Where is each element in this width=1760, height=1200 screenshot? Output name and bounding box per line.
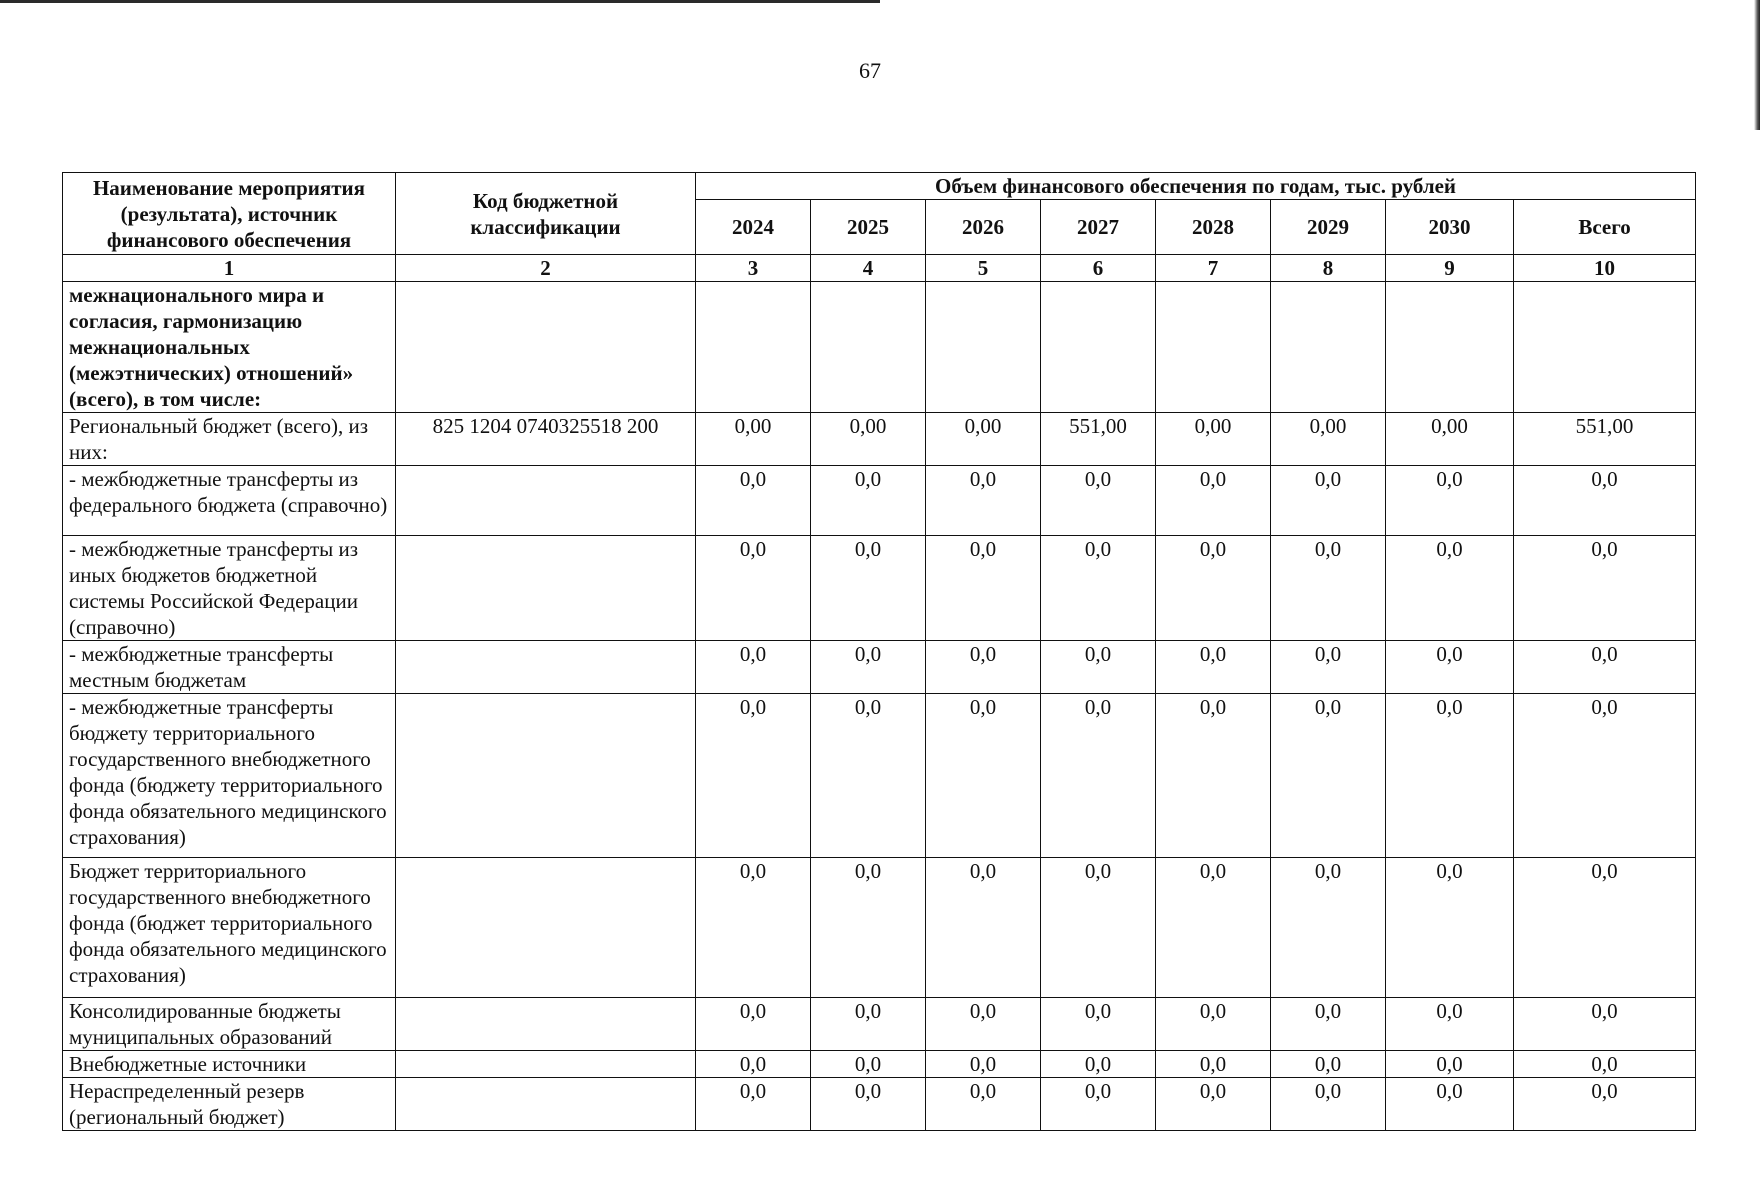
page-number: 67	[859, 58, 881, 83]
row-year-value: 0,0	[696, 536, 811, 641]
row-source-name: Консолидированные бюджеты муниципальных образований	[63, 998, 396, 1051]
row-budget-code	[396, 694, 696, 858]
table-row	[63, 282, 1696, 413]
row-year-value: 0,0	[1041, 536, 1156, 641]
row-year-value: 0,0	[811, 1078, 926, 1131]
row-total-value: 0,0	[1514, 694, 1696, 858]
row-year-value	[1156, 282, 1271, 413]
row-year-value: 0,0	[1041, 858, 1156, 998]
row-year-value: 0,0	[696, 694, 811, 858]
row-year-value	[1386, 282, 1514, 413]
row-year-value: 0,00	[1386, 413, 1514, 466]
header-year: 2025	[811, 200, 926, 255]
row-year-value: 0,0	[696, 641, 811, 694]
row-year-value: 0,0	[1156, 536, 1271, 641]
table-row	[63, 858, 1696, 998]
row-year-value	[696, 282, 811, 413]
row-year-value: 0,0	[696, 466, 811, 536]
row-source-name: Нераспределенный резерв (региональный бюджет)	[63, 1078, 396, 1131]
header-year: 2026	[926, 200, 1041, 255]
row-year-value: 0,0	[1041, 466, 1156, 536]
column-number: 5	[926, 255, 1041, 282]
row-source-name: - межбюджетные трансферты местным бюджетам	[63, 641, 396, 694]
row-total-value: 0,0	[1514, 641, 1696, 694]
row-year-value: 0,0	[1271, 694, 1386, 858]
header-total: Всего	[1514, 200, 1696, 255]
row-year-value: 0,0	[1156, 858, 1271, 998]
column-number: 9	[1386, 255, 1514, 282]
row-total-value: 0,0	[1514, 466, 1696, 536]
header-year: 2029	[1271, 200, 1386, 255]
row-year-value: 0,0	[1271, 1078, 1386, 1131]
financing-table	[62, 172, 1696, 1131]
table-row	[63, 998, 1696, 1051]
row-budget-code	[396, 998, 696, 1051]
row-year-value: 0,0	[926, 1078, 1041, 1131]
header-year: 2024	[696, 200, 811, 255]
row-total-value: 0,0	[1514, 1078, 1696, 1131]
row-budget-code	[396, 1078, 696, 1131]
row-year-value: 0,0	[926, 998, 1041, 1051]
row-year-value: 0,0	[1386, 858, 1514, 998]
row-year-value: 0,0	[1156, 641, 1271, 694]
row-year-value: 0,0	[1386, 1078, 1514, 1131]
table-row	[63, 641, 1696, 694]
row-source-name: Внебюджетные источники	[63, 1051, 396, 1078]
table-row	[63, 1078, 1696, 1131]
row-year-value: 0,00	[1271, 413, 1386, 466]
row-year-value: 551,00	[1041, 413, 1156, 466]
row-budget-code: 825 1204 0740325518 200	[396, 413, 696, 466]
row-year-value: 0,0	[926, 694, 1041, 858]
row-budget-code	[396, 282, 696, 413]
row-budget-code	[396, 536, 696, 641]
row-year-value: 0,0	[1386, 694, 1514, 858]
table-row	[63, 694, 1696, 858]
row-year-value: 0,0	[1271, 858, 1386, 998]
column-number: 1	[63, 255, 396, 282]
row-year-value: 0,0	[1041, 1051, 1156, 1078]
column-number: 6	[1041, 255, 1156, 282]
row-total-value: 0,0	[1514, 858, 1696, 998]
row-year-value: 0,00	[811, 413, 926, 466]
row-year-value: 0,0	[811, 858, 926, 998]
table-row	[63, 413, 1696, 466]
column-number: 8	[1271, 255, 1386, 282]
header-activity-name: Наименование мероприятия (результата), источник финансового обеспечения	[63, 173, 396, 255]
row-source-name: - межбюджетные трансферты из иных бюджетов бюджетной системы Российской Федерации (справочно)	[63, 536, 396, 641]
row-year-value: 0,0	[811, 1051, 926, 1078]
row-year-value: 0,0	[1156, 1078, 1271, 1131]
row-year-value: 0,0	[811, 998, 926, 1051]
header-year: 2030	[1386, 200, 1514, 255]
row-total-value: 0,0	[1514, 998, 1696, 1051]
row-year-value: 0,00	[926, 413, 1041, 466]
row-year-value: 0,0	[696, 1078, 811, 1131]
row-year-value: 0,0	[811, 694, 926, 858]
row-year-value: 0,0	[926, 858, 1041, 998]
row-total-value: 0,0	[1514, 536, 1696, 641]
row-total-value: 0,0	[1514, 1051, 1696, 1078]
column-numbers-row	[63, 255, 1696, 282]
row-year-value: 0,0	[1271, 998, 1386, 1051]
table-body	[63, 282, 1696, 1131]
row-source-name: - межбюджетные трансферты бюджету территориального государственного внебюджетного фонда (бюджету территориального фонда обязательного медицинского страхования)	[63, 694, 396, 858]
row-year-value: 0,00	[696, 413, 811, 466]
row-source-name: - межбюджетные трансферты из федерального бюджета (справочно)	[63, 466, 396, 536]
table-row	[63, 1051, 1696, 1078]
row-year-value: 0,0	[926, 466, 1041, 536]
row-budget-code	[396, 641, 696, 694]
row-year-value: 0,0	[1156, 1051, 1271, 1078]
column-number: 3	[696, 255, 811, 282]
column-number: 4	[811, 255, 926, 282]
row-year-value: 0,0	[1386, 466, 1514, 536]
row-year-value	[811, 282, 926, 413]
row-year-value: 0,0	[1271, 466, 1386, 536]
column-number: 2	[396, 255, 696, 282]
scan-edge-top	[0, 0, 880, 8]
header-year: 2028	[1156, 200, 1271, 255]
row-budget-code	[396, 466, 696, 536]
row-year-value: 0,0	[1156, 694, 1271, 858]
table-row	[63, 466, 1696, 536]
row-total-value	[1514, 282, 1696, 413]
column-number: 10	[1514, 255, 1696, 282]
row-year-value: 0,0	[696, 998, 811, 1051]
row-year-value	[1271, 282, 1386, 413]
table-row	[63, 536, 1696, 641]
row-source-name: Региональный бюджет (всего), из них:	[63, 413, 396, 466]
row-source-name: межнационального мира и согласия, гармонизацию межнациональных (межэтнических) отношений» (всего), в том числе:	[63, 282, 396, 413]
row-source-name: Бюджет территориального государственного внебюджетного фонда (бюджет территориального фонда обязательного медицинского страхования)	[63, 858, 396, 998]
row-year-value: 0,0	[1156, 466, 1271, 536]
row-year-value: 0,0	[1041, 998, 1156, 1051]
row-year-value: 0,0	[696, 1051, 811, 1078]
row-year-value	[926, 282, 1041, 413]
row-year-value: 0,0	[926, 536, 1041, 641]
header-budget-code: Код бюджетной классификации	[396, 173, 696, 255]
row-year-value: 0,0	[1271, 641, 1386, 694]
row-year-value: 0,0	[926, 641, 1041, 694]
row-year-value: 0,0	[1386, 1051, 1514, 1078]
row-year-value: 0,0	[1271, 536, 1386, 641]
column-number: 7	[1156, 255, 1271, 282]
row-year-value: 0,0	[1386, 641, 1514, 694]
scan-edge-right	[1754, 0, 1760, 130]
row-budget-code	[396, 1051, 696, 1078]
row-year-value: 0,0	[1041, 641, 1156, 694]
row-year-value: 0,0	[1156, 998, 1271, 1051]
row-year-value: 0,0	[1386, 998, 1514, 1051]
row-year-value: 0,0	[1041, 1078, 1156, 1131]
header-year: 2027	[1041, 200, 1156, 255]
row-year-value: 0,0	[811, 466, 926, 536]
row-total-value: 551,00	[1514, 413, 1696, 466]
row-year-value: 0,0	[811, 641, 926, 694]
header-financing-volume: Объем финансового обеспечения по годам, тыс. рублей	[696, 173, 1696, 200]
row-year-value: 0,0	[1271, 1051, 1386, 1078]
row-year-value: 0,0	[1041, 694, 1156, 858]
row-year-value: 0,0	[811, 536, 926, 641]
row-year-value: 0,0	[1386, 536, 1514, 641]
row-year-value: 0,00	[1156, 413, 1271, 466]
row-budget-code	[396, 858, 696, 998]
row-year-value: 0,0	[926, 1051, 1041, 1078]
row-year-value: 0,0	[696, 858, 811, 998]
row-year-value	[1041, 282, 1156, 413]
